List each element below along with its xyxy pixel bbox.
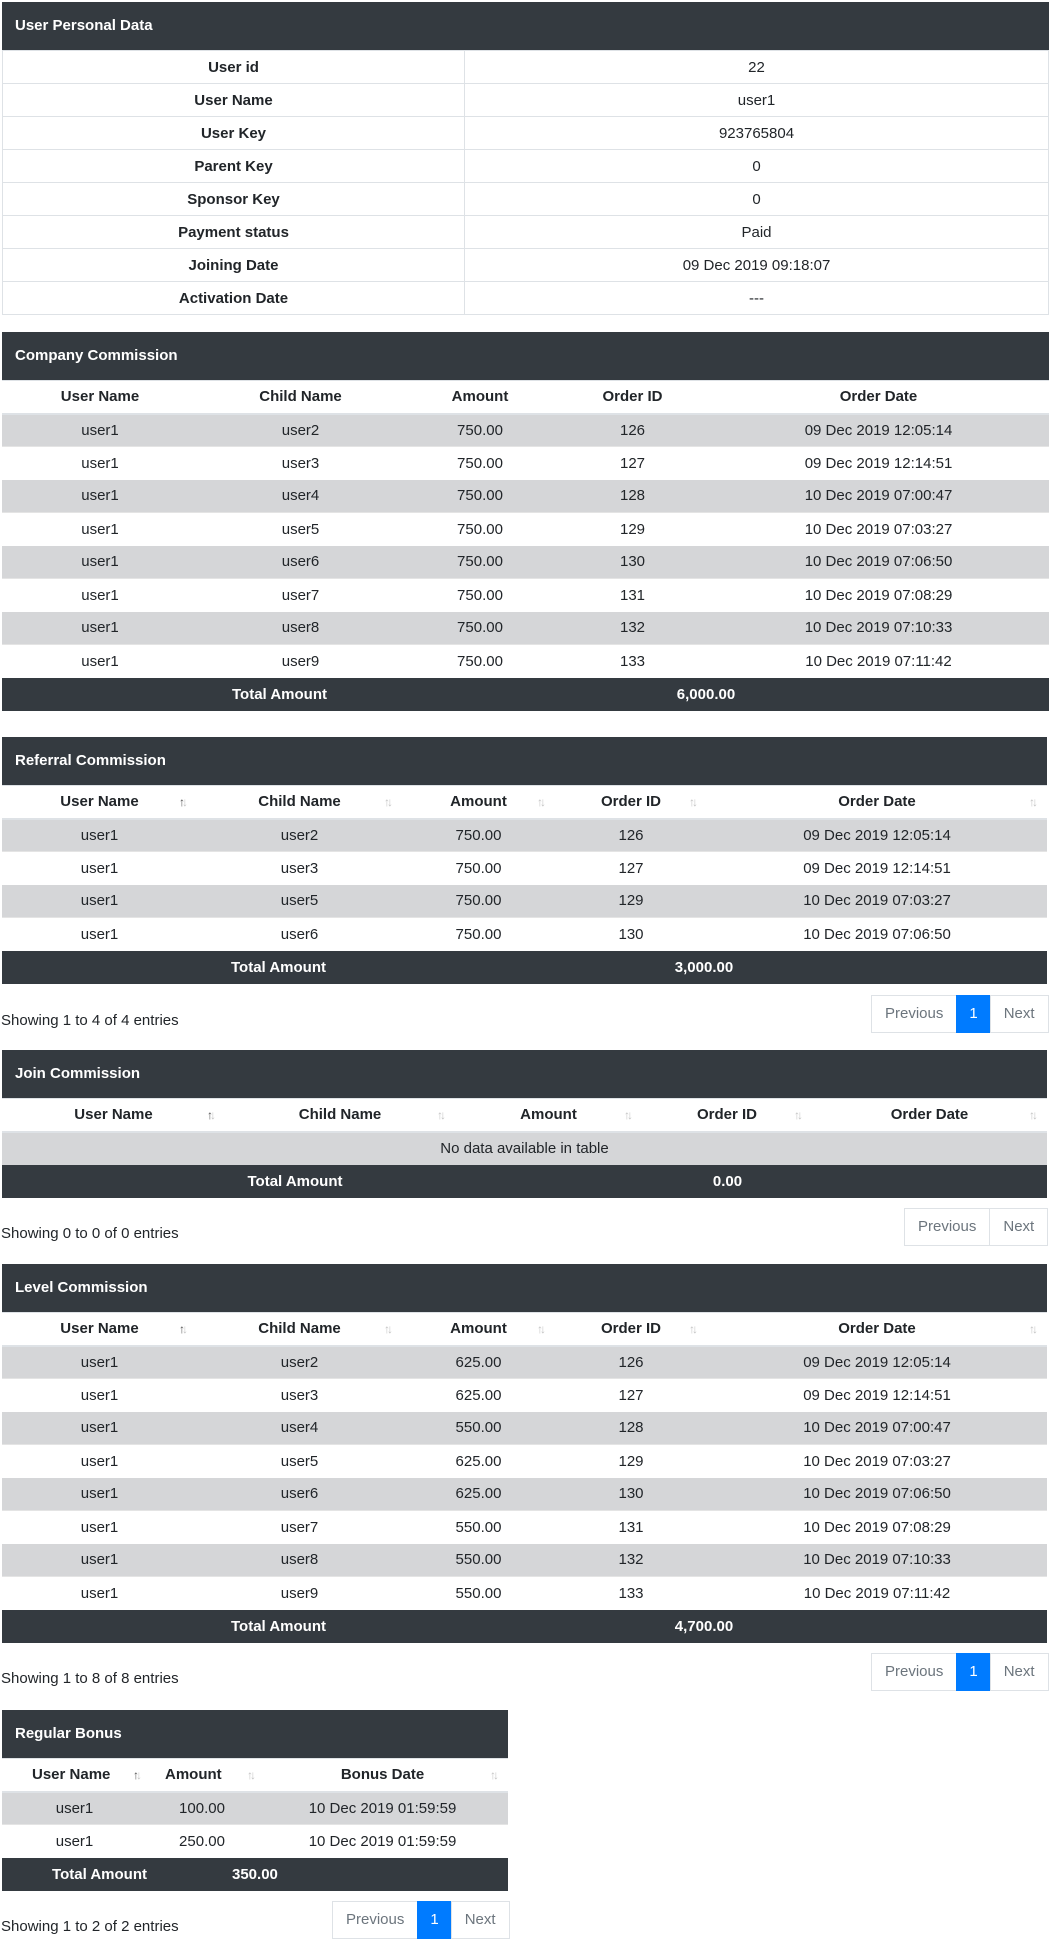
cell-child-name: user6	[198, 546, 403, 579]
table-row	[2, 1792, 508, 1825]
cell-order-id: 127	[555, 1379, 707, 1412]
cell-order-date: 09 Dec 2019 12:14:51	[708, 447, 1049, 480]
personal-value: 923765804	[465, 117, 1049, 150]
cell-user-name: user1	[2, 1544, 197, 1577]
cell-order-date: 10 Dec 2019 07:11:42	[707, 1577, 1047, 1610]
cell-user-name: user1	[2, 1412, 197, 1445]
cell-child-name: user4	[197, 1412, 402, 1445]
personal-value: user1	[465, 84, 1049, 117]
personal-label: Activation Date	[3, 282, 465, 315]
next-page-button[interactable]: Next	[990, 1653, 1049, 1691]
cell-amount: 750.00	[403, 513, 557, 546]
table-header-row	[2, 1313, 1047, 1346]
sort-icon: ↑↓	[1029, 1321, 1035, 1336]
total-row	[2, 1610, 1047, 1643]
table-row	[2, 918, 1047, 951]
cell-order-date: 10 Dec 2019 07:11:42	[708, 645, 1049, 678]
table-row	[2, 645, 1049, 678]
sort-icon: ↑↓	[794, 1107, 800, 1122]
cell-order-id: 130	[555, 1478, 707, 1511]
column-header-order-id[interactable]	[642, 1099, 812, 1132]
cell-child-name: user8	[198, 612, 403, 645]
personal-row-joining-date	[3, 249, 1049, 282]
personal-row-user-key	[3, 117, 1049, 150]
cell-child-name: user3	[197, 852, 402, 885]
cell-order-date: 09 Dec 2019 12:05:14	[707, 1346, 1047, 1379]
cell-user-name: user1	[2, 1792, 147, 1825]
column-header-label: User Name	[60, 1320, 139, 1338]
column-header-order-id[interactable]	[555, 1313, 707, 1346]
sort-icon: ↑↓	[689, 794, 695, 809]
cell-order-id: 127	[555, 852, 707, 885]
cell-child-name: user6	[197, 1478, 402, 1511]
level-commission-title: Level Commission	[2, 1264, 1047, 1312]
table-row-empty	[2, 1132, 1047, 1165]
total-value: 350.00	[147, 1858, 508, 1891]
cell-user-name: user1	[2, 1346, 197, 1379]
table-row	[2, 1825, 508, 1858]
column-header-label: Order ID	[696, 1106, 757, 1124]
previous-page-button[interactable]: Previous	[332, 1901, 418, 1939]
table-row	[2, 1412, 1047, 1445]
cell-user-name: user1	[2, 513, 198, 546]
cell-amount: 750.00	[403, 645, 557, 678]
table-row	[2, 852, 1047, 885]
total-row	[2, 1165, 1047, 1198]
cell-child-name: user5	[197, 1445, 402, 1478]
column-header-label: Amount	[450, 1320, 507, 1338]
referral-commission-title: Referral Commission	[2, 737, 1047, 785]
cell-child-name: user4	[198, 480, 403, 513]
table-header-row	[2, 786, 1047, 819]
cell-user-name: user1	[2, 1825, 147, 1858]
column-header-label: Amount	[520, 1106, 577, 1124]
cell-order-date: 09 Dec 2019 12:05:14	[707, 819, 1047, 852]
cell-amount: 750.00	[403, 414, 557, 447]
cell-order-date: 10 Dec 2019 07:03:27	[707, 885, 1047, 918]
cell-order-id: 131	[557, 579, 708, 612]
column-header-child-name[interactable]	[197, 1313, 402, 1346]
cell-user-name: user1	[2, 885, 197, 918]
table-header-row	[2, 381, 1049, 414]
referral-commission-panel	[2, 737, 1047, 984]
regular-bonus-title: Regular Bonus	[2, 1710, 508, 1758]
column-header-order-date[interactable]	[707, 1313, 1047, 1346]
column-header-label: User Name	[60, 793, 139, 811]
cell-order-id: 128	[555, 1412, 707, 1445]
table-header-row	[2, 1099, 1047, 1132]
cell-order-id: 130	[555, 918, 707, 951]
cell-amount: 750.00	[402, 918, 555, 951]
cell-user-name: user1	[2, 1445, 197, 1478]
bonus-entries-info: Showing 1 to 2 of 2 entries	[1, 1918, 179, 1935]
personal-row-payment-status	[3, 216, 1049, 249]
personal-row-parent-key	[3, 150, 1049, 183]
column-header-label: Bonus Date	[340, 1766, 425, 1784]
sort-icon: ↑↓	[490, 1767, 496, 1782]
cell-child-name: user6	[197, 918, 402, 951]
total-label: Total Amount	[2, 678, 557, 711]
cell-order-date: 10 Dec 2019 07:03:27	[707, 1445, 1047, 1478]
column-header-user-name: User Name	[2, 381, 198, 414]
cell-order-date: 09 Dec 2019 12:05:14	[708, 414, 1049, 447]
cell-child-name: user9	[197, 1577, 402, 1610]
table-row	[2, 1478, 1047, 1511]
column-header-amount[interactable]	[147, 1759, 257, 1792]
page-1-button[interactable]: 1	[956, 995, 990, 1033]
cell-user-name: user1	[2, 1577, 197, 1610]
cell-child-name: user9	[198, 645, 403, 678]
cell-order-date: 10 Dec 2019 07:08:29	[707, 1511, 1047, 1544]
cell-order-id: 133	[557, 645, 708, 678]
column-header-amount: Amount	[403, 381, 557, 414]
cell-order-date: 10 Dec 2019 07:10:33	[708, 612, 1049, 645]
cell-order-id: 126	[555, 819, 707, 852]
cell-child-name: user3	[198, 447, 403, 480]
next-page-button[interactable]: Next	[989, 1208, 1048, 1246]
cell-order-date: 10 Dec 2019 07:06:50	[708, 546, 1049, 579]
sort-icon: ↑↓	[384, 794, 390, 809]
cell-user-name: user1	[2, 414, 198, 447]
column-header-user-name[interactable]	[2, 1759, 147, 1792]
referral-pagination	[872, 995, 1049, 1033]
column-header-order-date[interactable]	[812, 1099, 1047, 1132]
column-header-label: Child Name	[298, 1106, 382, 1124]
cell-amount: 550.00	[402, 1577, 555, 1610]
cell-amount: 625.00	[402, 1346, 555, 1379]
personal-value: Paid	[465, 216, 1049, 249]
previous-page-button[interactable]: Previous	[871, 995, 957, 1033]
cell-user-name: user1	[2, 918, 197, 951]
cell-order-id: 130	[557, 546, 708, 579]
column-header-label: User Name	[74, 1106, 153, 1124]
cell-child-name: user2	[198, 414, 403, 447]
join-pagination	[905, 1208, 1048, 1246]
total-row	[2, 678, 1049, 711]
personal-row-user-name	[3, 84, 1049, 117]
empty-table-message: No data available in table	[2, 1132, 1047, 1165]
cell-order-id: 132	[555, 1544, 707, 1577]
sort-ascending-icon: ↑↓	[207, 1107, 213, 1122]
sort-icon: ↑↓	[1029, 1107, 1035, 1122]
column-header-user-name[interactable]	[2, 1099, 225, 1132]
cell-amount: 750.00	[403, 612, 557, 645]
company-commission-panel	[2, 332, 1049, 711]
cell-bonus-date: 10 Dec 2019 01:59:59	[257, 1792, 508, 1825]
sort-icon: ↑↓	[437, 1107, 443, 1122]
column-header-child-name[interactable]	[197, 786, 402, 819]
sort-icon: ↑↓	[247, 1767, 253, 1782]
personal-value: 09 Dec 2019 09:18:07	[465, 249, 1049, 282]
total-value: 0.00	[642, 1165, 1047, 1198]
cell-order-id: 126	[557, 414, 708, 447]
cell-user-name: user1	[2, 579, 198, 612]
table-header-row	[2, 1759, 508, 1792]
column-header-child-name: Child Name	[198, 381, 403, 414]
regular-bonus-table	[2, 1758, 508, 1891]
total-row	[2, 1858, 508, 1891]
total-row	[2, 951, 1047, 984]
cell-user-name: user1	[2, 546, 198, 579]
total-label: Total Amount	[2, 1858, 147, 1891]
cell-order-id: 127	[557, 447, 708, 480]
cell-user-name: user1	[2, 612, 198, 645]
cell-amount: 750.00	[403, 546, 557, 579]
cell-order-id: 129	[555, 1445, 707, 1478]
personal-row-activation-date	[3, 282, 1049, 315]
personal-label: Payment status	[3, 216, 465, 249]
sort-ascending-icon: ↑↓	[179, 794, 185, 809]
table-row	[2, 612, 1049, 645]
total-label: Total Amount	[2, 951, 555, 984]
cell-amount: 750.00	[402, 819, 555, 852]
referral-entries-info: Showing 1 to 4 of 4 entries	[1, 1012, 179, 1029]
cell-amount: 750.00	[402, 885, 555, 918]
table-row	[2, 513, 1049, 546]
column-header-label: Child Name	[258, 1320, 341, 1338]
sort-ascending-icon: ↑↓	[179, 1321, 185, 1336]
table-row	[2, 1511, 1047, 1544]
column-header-amount[interactable]	[402, 786, 555, 819]
company-commission-title: Company Commission	[2, 332, 1049, 380]
column-header-user-name[interactable]	[2, 1313, 197, 1346]
cell-order-date: 10 Dec 2019 07:10:33	[707, 1544, 1047, 1577]
sort-icon: ↑↓	[537, 794, 543, 809]
cell-user-name: user1	[2, 852, 197, 885]
personal-label: Joining Date	[3, 249, 465, 282]
personal-label: Sponsor Key	[3, 183, 465, 216]
column-header-order-id: Order ID	[557, 381, 708, 414]
personal-label: User Key	[3, 117, 465, 150]
column-header-label: Order Date	[838, 1320, 916, 1338]
cell-user-name: user1	[2, 447, 198, 480]
column-header-label: Child Name	[258, 793, 341, 811]
total-value: 6,000.00	[557, 678, 1049, 711]
personal-value: 0	[465, 183, 1049, 216]
cell-user-name: user1	[2, 480, 198, 513]
sort-icon: ↑↓	[624, 1107, 630, 1122]
cell-user-name: user1	[2, 819, 197, 852]
sort-icon: ↑↓	[384, 1321, 390, 1336]
cell-amount: 625.00	[402, 1445, 555, 1478]
cell-order-date: 10 Dec 2019 07:08:29	[708, 579, 1049, 612]
table-row	[2, 1346, 1047, 1379]
cell-order-id: 132	[557, 612, 708, 645]
table-row	[2, 447, 1049, 480]
join-entries-info: Showing 0 to 0 of 0 entries	[1, 1225, 179, 1242]
personal-row-sponsor-key	[3, 183, 1049, 216]
personal-label: User id	[3, 51, 465, 84]
total-label: Total Amount	[2, 1165, 642, 1198]
cell-amount: 550.00	[402, 1544, 555, 1577]
cell-amount: 550.00	[402, 1412, 555, 1445]
level-pagination	[872, 1653, 1049, 1691]
next-page-button[interactable]: Next	[990, 995, 1049, 1033]
personal-data-table	[2, 50, 1049, 315]
column-header-order-date[interactable]	[707, 786, 1047, 819]
page-1-button[interactable]: 1	[956, 1653, 990, 1691]
cell-order-date: 10 Dec 2019 07:00:47	[708, 480, 1049, 513]
cell-child-name: user5	[197, 885, 402, 918]
cell-order-id: 131	[555, 1511, 707, 1544]
cell-order-id: 129	[555, 885, 707, 918]
cell-user-name: user1	[2, 1379, 197, 1412]
column-header-user-name[interactable]	[2, 786, 197, 819]
next-page-button[interactable]: Next	[451, 1901, 510, 1939]
personal-value: 0	[465, 150, 1049, 183]
cell-order-date: 10 Dec 2019 07:06:50	[707, 918, 1047, 951]
cell-amount: 250.00	[147, 1825, 257, 1858]
table-row	[2, 546, 1049, 579]
cell-order-date: 10 Dec 2019 07:03:27	[708, 513, 1049, 546]
table-row	[2, 414, 1049, 447]
table-row	[2, 480, 1049, 513]
cell-order-id: 126	[555, 1346, 707, 1379]
cell-order-id: 133	[555, 1577, 707, 1610]
table-row	[2, 1445, 1047, 1478]
column-header-amount[interactable]	[402, 1313, 555, 1346]
personal-label: User Name	[3, 84, 465, 117]
join-commission-table	[2, 1098, 1047, 1198]
cell-amount: 625.00	[402, 1478, 555, 1511]
join-commission-panel	[2, 1050, 1047, 1198]
personal-data-title: User Personal Data	[2, 2, 1049, 50]
personal-value: 22	[465, 51, 1049, 84]
cell-order-id: 129	[557, 513, 708, 546]
cell-amount: 750.00	[403, 447, 557, 480]
cell-child-name: user7	[197, 1511, 402, 1544]
referral-commission-table	[2, 785, 1047, 984]
previous-page-button[interactable]: Previous	[871, 1653, 957, 1691]
company-commission-table	[2, 380, 1049, 711]
cell-amount: 750.00	[403, 579, 557, 612]
cell-amount: 550.00	[402, 1511, 555, 1544]
cell-user-name: user1	[2, 1478, 197, 1511]
total-label: Total Amount	[2, 1610, 555, 1643]
personal-row-user-id	[3, 51, 1049, 84]
table-row	[2, 579, 1049, 612]
column-header-label: Order Date	[838, 793, 916, 811]
cell-order-date: 09 Dec 2019 12:14:51	[707, 852, 1047, 885]
table-row	[2, 1379, 1047, 1412]
column-header-order-date: Order Date	[708, 381, 1049, 414]
column-header-amount[interactable]	[455, 1099, 642, 1132]
column-header-bonus-date[interactable]	[257, 1759, 508, 1792]
cell-child-name: user2	[197, 819, 402, 852]
cell-user-name: user1	[2, 645, 198, 678]
personal-label: Parent Key	[3, 150, 465, 183]
table-row	[2, 1577, 1047, 1610]
cell-amount: 625.00	[402, 1379, 555, 1412]
page-1-button[interactable]: 1	[417, 1901, 451, 1939]
total-value: 4,700.00	[555, 1610, 1047, 1643]
cell-child-name: user3	[197, 1379, 402, 1412]
cell-order-id: 128	[557, 480, 708, 513]
table-row	[2, 885, 1047, 918]
cell-order-date: 09 Dec 2019 12:14:51	[707, 1379, 1047, 1412]
cell-user-name: user1	[2, 1511, 197, 1544]
level-entries-info: Showing 1 to 8 of 8 entries	[1, 1670, 179, 1687]
column-header-label: Order ID	[600, 793, 661, 811]
sort-icon: ↑↓	[537, 1321, 543, 1336]
level-commission-panel	[2, 1264, 1047, 1643]
column-header-label: Amount	[450, 793, 507, 811]
cell-child-name: user5	[198, 513, 403, 546]
column-header-label: Order Date	[890, 1106, 969, 1124]
cell-bonus-date: 10 Dec 2019 01:59:59	[257, 1825, 508, 1858]
total-value: 3,000.00	[555, 951, 1047, 984]
regular-bonus-panel	[2, 1710, 508, 1891]
table-row	[2, 819, 1047, 852]
cell-order-date: 10 Dec 2019 07:00:47	[707, 1412, 1047, 1445]
previous-page-button[interactable]: Previous	[904, 1208, 990, 1246]
cell-order-date: 10 Dec 2019 07:06:50	[707, 1478, 1047, 1511]
sort-icon: ↑↓	[689, 1321, 695, 1336]
sort-icon: ↑↓	[1029, 794, 1035, 809]
bonus-pagination	[333, 1901, 510, 1939]
personal-data-panel	[2, 2, 1049, 315]
level-commission-table	[2, 1312, 1047, 1643]
cell-amount: 100.00	[147, 1792, 257, 1825]
cell-child-name: user2	[197, 1346, 402, 1379]
table-row	[2, 1544, 1047, 1577]
join-commission-title: Join Commission	[2, 1050, 1047, 1098]
cell-amount: 750.00	[402, 852, 555, 885]
column-header-order-id[interactable]	[555, 786, 707, 819]
column-header-label: Order ID	[600, 1320, 661, 1338]
personal-value: ---	[465, 282, 1049, 315]
column-header-label: User Name	[32, 1766, 111, 1784]
cell-child-name: user8	[197, 1544, 402, 1577]
cell-child-name: user7	[198, 579, 403, 612]
sort-ascending-icon: ↑↓	[133, 1767, 139, 1782]
column-header-child-name[interactable]	[225, 1099, 455, 1132]
column-header-label: Amount	[165, 1766, 222, 1784]
cell-amount: 750.00	[403, 480, 557, 513]
